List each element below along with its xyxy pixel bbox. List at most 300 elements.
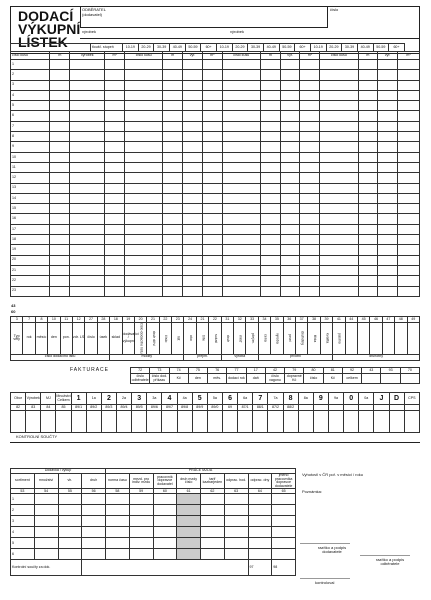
main-cell[interactable] [398,235,420,245]
dodavka-cell[interactable] [58,516,82,527]
dodavka-cell[interactable] [201,549,225,560]
main-cell[interactable] [163,214,183,224]
dodavka-cell[interactable] [34,516,58,527]
main-cell[interactable] [358,132,378,142]
main-cell[interactable] [70,214,105,224]
main-cell[interactable] [163,90,183,100]
main-cell[interactable] [222,162,260,172]
main-cell[interactable] [280,152,300,162]
main-cell[interactable] [398,111,420,121]
dodavka-cell[interactable] [82,549,106,560]
main-cell[interactable] [183,193,203,203]
main-cell[interactable] [50,101,70,111]
main-cell[interactable] [183,101,203,111]
main-cell[interactable] [202,265,222,275]
price-input[interactable] [268,411,283,433]
main-cell[interactable] [378,265,398,275]
main-cell[interactable] [358,204,378,214]
dodavka-cell[interactable] [82,527,106,538]
main-cell[interactable] [105,183,125,193]
main-cell[interactable] [163,276,183,286]
main-cell[interactable] [398,132,420,142]
main-cell[interactable] [50,245,70,255]
main-cell[interactable] [105,152,125,162]
main-cell[interactable] [222,60,260,70]
main-cell[interactable] [163,183,183,193]
main-cell[interactable] [183,132,203,142]
main-cell[interactable] [320,193,358,203]
main-cell[interactable] [183,111,203,121]
main-cell[interactable] [202,121,222,131]
main-cell[interactable] [320,235,358,245]
main-cell[interactable] [202,80,222,90]
main-cell[interactable] [70,80,105,90]
main-cell[interactable] [378,245,398,255]
main-cell[interactable] [398,245,420,255]
main-cell[interactable] [320,276,358,286]
main-cell[interactable] [163,101,183,111]
main-cell[interactable] [183,224,203,234]
dodavka-cell[interactable] [106,505,130,516]
dodavka-cell[interactable] [129,538,153,549]
main-cell[interactable] [260,132,280,142]
main-cell[interactable] [70,70,105,80]
dodavka-cell[interactable] [129,505,153,516]
dodavka-cell[interactable] [106,538,130,549]
main-cell[interactable] [70,173,105,183]
main-cell[interactable] [50,142,70,152]
main-cell[interactable] [105,60,125,70]
main-cell[interactable] [398,265,420,275]
main-cell[interactable] [300,235,320,245]
main-cell[interactable] [358,111,378,121]
main-cell[interactable] [105,80,125,90]
main-cell[interactable] [260,60,280,70]
main-cell[interactable] [260,235,280,245]
main-cell[interactable] [398,193,420,203]
main-cell[interactable] [280,214,300,224]
main-cell[interactable] [105,162,125,172]
main-cell[interactable] [202,193,222,203]
main-cell[interactable] [222,70,260,80]
main-cell[interactable] [358,101,378,111]
price-input[interactable] [207,411,222,433]
main-cell[interactable] [125,70,163,80]
price-input[interactable] [132,411,147,433]
main-cell[interactable] [300,111,320,121]
dodavka-cell[interactable] [82,494,106,505]
main-cell[interactable] [222,152,260,162]
main-cell[interactable] [70,152,105,162]
dodavka-cell[interactable] [201,505,225,516]
main-cell[interactable] [50,173,70,183]
dodavka-cell[interactable] [248,538,272,549]
main-cell[interactable] [183,60,203,70]
main-cell[interactable] [125,173,163,183]
main-cell[interactable] [260,111,280,121]
main-cell[interactable] [222,183,260,193]
price-input[interactable] [71,411,86,433]
main-cell[interactable] [202,183,222,193]
main-cell[interactable] [280,162,300,172]
main-cell[interactable] [183,162,203,172]
main-cell[interactable] [358,80,378,90]
main-cell[interactable] [70,162,105,172]
main-cell[interactable] [202,142,222,152]
dodavka-cell[interactable] [177,549,201,560]
main-cell[interactable] [50,183,70,193]
main-cell[interactable] [398,276,420,286]
main-cell[interactable] [222,265,260,275]
price-input[interactable] [147,411,162,433]
dodavka-cell[interactable] [153,494,177,505]
main-cell[interactable] [358,142,378,152]
main-cell[interactable] [378,60,398,70]
main-cell[interactable] [378,204,398,214]
main-cell[interactable] [320,224,358,234]
dodavka-cell[interactable] [153,505,177,516]
main-cell[interactable] [70,121,105,131]
main-cell[interactable] [358,90,378,100]
main-cell[interactable] [105,142,125,152]
main-cell[interactable] [280,255,300,265]
main-cell[interactable] [50,224,70,234]
dodavka-cell[interactable] [272,494,296,505]
main-cell[interactable] [358,193,378,203]
main-cell[interactable] [163,255,183,265]
main-cell[interactable] [358,152,378,162]
main-cell[interactable] [163,111,183,121]
main-cell[interactable] [105,90,125,100]
dodavka-cell[interactable] [248,505,272,516]
main-cell[interactable] [183,173,203,183]
main-cell[interactable] [183,80,203,90]
main-cell[interactable] [183,235,203,245]
main-cell[interactable] [398,101,420,111]
main-cell[interactable] [300,173,320,183]
main-cell[interactable] [105,224,125,234]
main-cell[interactable] [398,255,420,265]
main-cell[interactable] [105,276,125,286]
main-cell[interactable] [320,121,358,131]
price-input[interactable] [374,411,389,433]
main-cell[interactable] [320,183,358,193]
main-cell[interactable] [320,70,358,80]
main-cell[interactable] [183,245,203,255]
main-cell[interactable] [222,132,260,142]
main-cell[interactable] [260,152,280,162]
main-cell[interactable] [358,245,378,255]
main-cell[interactable] [358,60,378,70]
main-cell[interactable] [222,142,260,152]
main-cell[interactable] [398,70,420,80]
main-cell[interactable] [50,152,70,162]
main-cell[interactable] [50,70,70,80]
main-cell[interactable] [125,286,163,296]
main-cell[interactable] [125,193,163,203]
dodavka-cell[interactable] [34,538,58,549]
main-cell[interactable] [163,60,183,70]
main-cell[interactable] [50,235,70,245]
price-input[interactable] [177,411,192,433]
main-cell[interactable] [260,90,280,100]
main-cell[interactable] [50,286,70,296]
main-cell[interactable] [105,286,125,296]
dodavka-cell[interactable] [58,538,82,549]
main-cell[interactable] [320,60,358,70]
main-cell[interactable] [320,111,358,121]
main-cell[interactable] [125,90,163,100]
main-cell[interactable] [358,70,378,80]
dodavka-cell[interactable] [177,505,201,516]
main-cell[interactable] [50,204,70,214]
dodavka-cell[interactable] [224,538,248,549]
main-cell[interactable] [398,162,420,172]
main-cell[interactable] [320,204,358,214]
main-cell[interactable] [300,276,320,286]
main-cell[interactable] [202,214,222,224]
main-cell[interactable] [222,90,260,100]
main-cell[interactable] [70,235,105,245]
main-cell[interactable] [378,173,398,183]
main-cell[interactable] [125,204,163,214]
main-cell[interactable] [320,152,358,162]
main-cell[interactable] [398,286,420,296]
main-cell[interactable] [280,70,300,80]
main-cell[interactable] [70,276,105,286]
main-cell[interactable] [260,214,280,224]
main-cell[interactable] [320,255,358,265]
main-cell[interactable] [125,276,163,286]
main-cell[interactable] [358,224,378,234]
main-cell[interactable] [300,245,320,255]
main-cell[interactable] [50,255,70,265]
dodavka-cell[interactable] [177,527,201,538]
main-cell[interactable] [222,204,260,214]
dodavka-cell[interactable] [248,494,272,505]
main-cell[interactable] [378,286,398,296]
main-cell[interactable] [202,173,222,183]
main-cell[interactable] [202,162,222,172]
main-cell[interactable] [260,173,280,183]
main-cell[interactable] [50,193,70,203]
main-cell[interactable] [378,152,398,162]
dodavka-cell[interactable] [224,516,248,527]
main-cell[interactable] [125,265,163,275]
dodavka-cell[interactable] [34,494,58,505]
main-cell[interactable] [378,80,398,90]
main-cell[interactable] [378,183,398,193]
main-cell[interactable] [105,121,125,131]
main-cell[interactable] [280,183,300,193]
price-input[interactable] [344,411,359,433]
main-cell[interactable] [280,245,300,255]
main-cell[interactable] [300,224,320,234]
main-cell[interactable] [280,111,300,121]
main-cell[interactable] [70,204,105,214]
main-cell[interactable] [70,111,105,121]
main-cell[interactable] [163,235,183,245]
main-cell[interactable] [320,90,358,100]
main-cell[interactable] [378,162,398,172]
main-cell[interactable] [125,101,163,111]
main-cell[interactable] [300,152,320,162]
main-cell[interactable] [183,152,203,162]
dodavka-cell[interactable] [129,549,153,560]
main-cell[interactable] [70,132,105,142]
main-cell[interactable] [398,214,420,224]
main-cell[interactable] [300,121,320,131]
main-cell[interactable] [163,224,183,234]
main-cell[interactable] [163,193,183,203]
main-cell[interactable] [70,60,105,70]
main-cell[interactable] [320,142,358,152]
main-cell[interactable] [260,162,280,172]
main-cell[interactable] [105,70,125,80]
main-cell[interactable] [222,245,260,255]
price-input[interactable] [404,411,419,433]
dodavka-cell[interactable] [129,516,153,527]
main-cell[interactable] [300,255,320,265]
main-cell[interactable] [378,132,398,142]
dodavka-cell[interactable] [153,527,177,538]
main-cell[interactable] [183,142,203,152]
main-cell[interactable] [378,276,398,286]
price-input[interactable] [41,411,56,433]
dodavka-cell[interactable] [177,494,201,505]
main-cell[interactable] [300,214,320,224]
main-cell[interactable] [378,214,398,224]
price-input[interactable] [222,411,237,433]
dodavka-cell[interactable] [106,494,130,505]
price-input-row[interactable] [11,411,420,433]
main-cell[interactable] [280,286,300,296]
price-input[interactable] [313,411,328,433]
main-cell[interactable] [358,235,378,245]
dodavka-cell[interactable] [272,516,296,527]
main-cell[interactable] [222,101,260,111]
main-cell[interactable] [202,224,222,234]
main-cell[interactable] [70,101,105,111]
main-cell[interactable] [70,224,105,234]
main-cell[interactable] [125,214,163,224]
main-cell[interactable] [50,80,70,90]
dodavka-cell[interactable] [201,527,225,538]
dodavka-cell[interactable] [248,549,272,560]
price-input[interactable] [389,411,404,433]
main-cell[interactable] [398,60,420,70]
main-cell[interactable] [222,286,260,296]
dodavka-cell[interactable] [224,549,248,560]
main-cell[interactable] [183,70,203,80]
main-cell[interactable] [202,235,222,245]
main-cell[interactable] [202,276,222,286]
main-cell[interactable] [163,121,183,131]
main-cell[interactable] [163,245,183,255]
main-cell[interactable] [105,204,125,214]
dodavka-cell[interactable] [177,538,201,549]
main-cell[interactable] [222,276,260,286]
main-cell[interactable] [50,265,70,275]
main-cell[interactable] [260,80,280,90]
main-cell[interactable] [163,142,183,152]
main-cell[interactable] [320,101,358,111]
price-input[interactable] [192,411,207,433]
dodavka-cell[interactable] [129,494,153,505]
main-cell[interactable] [300,142,320,152]
main-cell[interactable] [300,80,320,90]
main-cell[interactable] [70,255,105,265]
main-cell[interactable] [358,286,378,296]
main-cell[interactable] [163,286,183,296]
main-cell[interactable] [222,121,260,131]
main-cell[interactable] [222,255,260,265]
main-cell[interactable] [260,142,280,152]
main-cell[interactable] [163,70,183,80]
main-cell[interactable] [105,245,125,255]
main-cell[interactable] [105,101,125,111]
main-cell[interactable] [163,152,183,162]
main-cell[interactable] [183,121,203,131]
main-cell[interactable] [398,183,420,193]
main-cell[interactable] [398,173,420,183]
price-input[interactable] [328,411,343,433]
main-cell[interactable] [125,121,163,131]
main-cell[interactable] [280,132,300,142]
dodavka-cell[interactable] [82,505,106,516]
main-cell[interactable] [280,101,300,111]
main-cell[interactable] [280,276,300,286]
main-cell[interactable] [260,224,280,234]
main-cell[interactable] [70,142,105,152]
main-cell[interactable] [320,245,358,255]
main-cell[interactable] [260,101,280,111]
main-cell[interactable] [183,286,203,296]
main-cell[interactable] [320,173,358,183]
main-cell[interactable] [163,132,183,142]
main-cell[interactable] [222,173,260,183]
dodavka-cell[interactable] [34,527,58,538]
main-cell[interactable] [125,245,163,255]
main-cell[interactable] [50,162,70,172]
main-cell[interactable] [260,183,280,193]
main-cell[interactable] [222,224,260,234]
dodavka-cell[interactable] [272,505,296,516]
main-cell[interactable] [202,255,222,265]
main-cell[interactable] [202,286,222,296]
main-cell[interactable] [202,101,222,111]
main-cell[interactable] [300,265,320,275]
main-cell[interactable] [280,90,300,100]
main-cell[interactable] [398,80,420,90]
main-cell[interactable] [280,121,300,131]
main-cell[interactable] [320,286,358,296]
main-cell[interactable] [125,132,163,142]
dodavka-cell[interactable] [106,549,130,560]
main-cell[interactable] [163,173,183,183]
main-cell[interactable] [105,193,125,203]
main-cell[interactable] [50,90,70,100]
main-cell[interactable] [70,193,105,203]
main-cell[interactable] [280,224,300,234]
main-cell[interactable] [300,286,320,296]
main-cell[interactable] [50,276,70,286]
main-cell[interactable] [300,70,320,80]
main-cell[interactable] [202,111,222,121]
dodavka-cell[interactable] [201,494,225,505]
main-cell[interactable] [183,276,203,286]
price-input[interactable] [56,411,71,433]
